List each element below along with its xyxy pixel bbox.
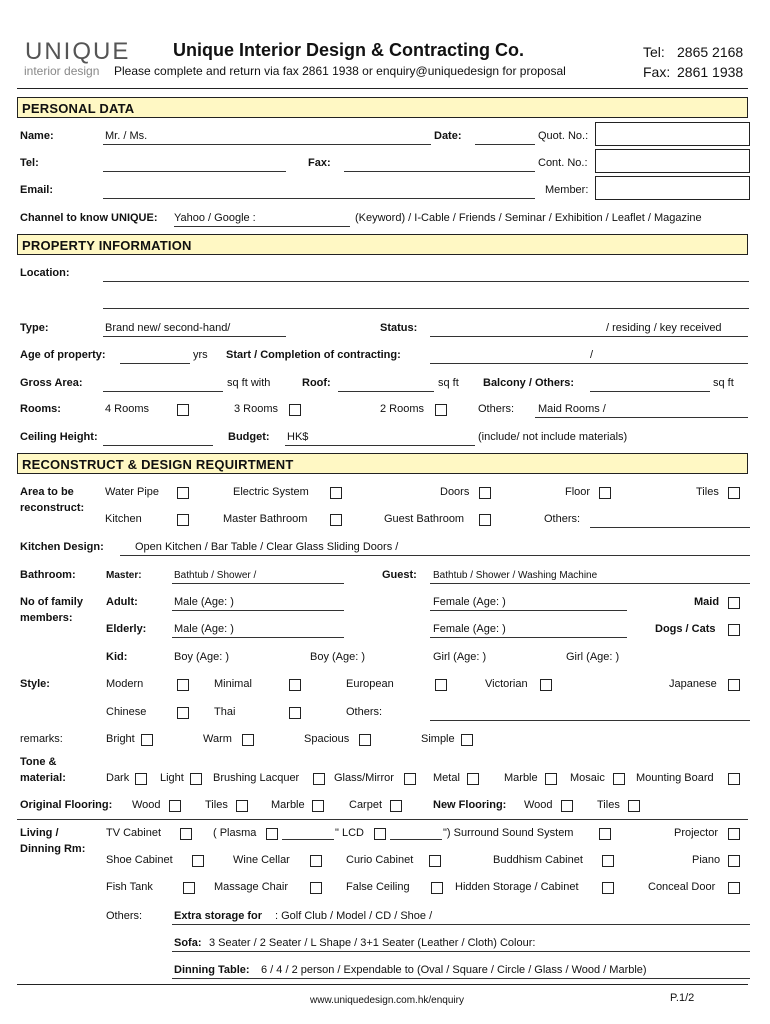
email-label: Email: [20, 184, 54, 196]
kid-label: Kid: [106, 651, 128, 663]
conceal-door-checkbox[interactable] [728, 882, 740, 894]
status-field[interactable] [430, 336, 748, 337]
cont-label: Cont. No.: [538, 157, 588, 169]
water-pipe-label: Water Pipe [105, 486, 160, 498]
electric-label: Electric System [233, 486, 309, 498]
rooms-2-label: 2 Rooms [380, 403, 425, 415]
channel-keyword-field[interactable] [174, 226, 350, 227]
dinning-table-options: 6 / 4 / 2 person / Expendable to (Oval / Square / Circle / Glass / Wood / Marble) [261, 964, 647, 976]
dark-label: Dark [106, 772, 130, 784]
bright-checkbox[interactable] [141, 734, 153, 746]
property-info-heading: PROPERTY INFORMATION [17, 234, 748, 255]
roof-sqft-label: sq ft [438, 377, 459, 389]
orig-carpet-checkbox[interactable] [390, 800, 402, 812]
victorian-checkbox[interactable] [540, 679, 552, 691]
logo-subtitle: interior design [24, 64, 100, 78]
dogs-cats-checkbox[interactable] [728, 624, 740, 636]
minimal-label: Minimal [214, 678, 252, 690]
living-label-2: Dinning Rm: [20, 843, 86, 855]
yrs-label: yrs [193, 349, 208, 361]
spacious-label: Spacious [304, 733, 350, 745]
curio-cabinet-label: Curio Cabinet [346, 854, 414, 866]
tv-cabinet-label: TV Cabinet [106, 827, 162, 839]
location-field-1[interactable] [103, 281, 749, 282]
start-completion-slash: / [590, 349, 594, 361]
kitchen-checkbox[interactable] [177, 514, 189, 526]
channel-search: Yahoo / Google : [174, 212, 256, 224]
surround-checkbox[interactable] [599, 828, 611, 840]
member-box[interactable] [595, 176, 750, 200]
piano-label: Piano [692, 854, 721, 866]
style-others-label: Others: [346, 706, 383, 718]
massage-chair-label: Massage Chair [214, 881, 288, 893]
tel-label: Tel: [643, 44, 665, 60]
style-label: Style: [20, 678, 50, 690]
original-flooring-label: Original Flooring: [20, 799, 113, 811]
warm-checkbox[interactable] [242, 734, 254, 746]
orig-wood-label: Wood [132, 799, 161, 811]
living-label-1: Living / [20, 827, 59, 839]
type-field[interactable] [103, 336, 286, 337]
master-bathroom-field[interactable] [172, 583, 344, 584]
age-label: Age of property: [20, 349, 106, 361]
tiles-checkbox[interactable] [728, 487, 740, 499]
maid-checkbox[interactable] [728, 597, 740, 609]
kitchen-design-options: Open Kitchen / Bar Table / Clear Glass Sliding Doors / [135, 541, 399, 553]
plasma-label: ( Plasma [213, 827, 257, 839]
master-bath-checkbox[interactable] [330, 514, 342, 526]
wine-cellar-checkbox[interactable] [310, 855, 322, 867]
spacious-checkbox[interactable] [359, 734, 371, 746]
hidden-storage-label: Hidden Storage / Cabinet [455, 881, 579, 893]
sofa-field[interactable] [172, 951, 750, 952]
age-field[interactable] [120, 363, 190, 364]
balcony-sqft-label: sq ft [713, 377, 734, 389]
name-prefix: Mr. / Ms. [105, 130, 148, 142]
date-field[interactable] [475, 144, 535, 145]
kitchen-label: Kitchen [105, 513, 142, 525]
channel-label: Channel to know UNIQUE: [20, 212, 158, 224]
maid-rooms-label: Maid Rooms / [538, 403, 606, 415]
thai-label: Thai [214, 706, 236, 718]
wine-cellar-label: Wine Cellar [233, 854, 290, 866]
elderly-female-field[interactable] [430, 637, 627, 638]
light-label: Light [160, 772, 184, 784]
dogs-cats-label: Dogs / Cats [655, 623, 716, 635]
date-label: Date: [434, 130, 462, 142]
doors-label: Doors [440, 486, 470, 498]
roof-label: Roof: [302, 377, 331, 389]
guest-bathroom-field[interactable] [430, 583, 750, 584]
dinning-table-field[interactable] [172, 978, 750, 979]
new-flooring-label: New Flooring: [433, 799, 507, 811]
channel-options: (Keyword) / I-Cable / Friends / Seminar / Exhibition / Leaflet / Magazine [355, 212, 702, 224]
metal-checkbox[interactable] [467, 773, 479, 785]
european-label: European [346, 678, 394, 690]
start-completion-label: Start / Completion of contracting: [226, 349, 401, 361]
name-field[interactable] [103, 144, 431, 145]
orig-marble-label: Marble [271, 799, 305, 811]
shoe-cabinet-checkbox[interactable] [192, 855, 204, 867]
rooms-4-checkbox[interactable] [177, 404, 189, 416]
lcd-size-field[interactable] [390, 839, 442, 840]
footer-rule [17, 984, 748, 985]
curio-cabinet-checkbox[interactable] [429, 855, 441, 867]
kid-boy-age-2: Boy (Age: ) [310, 651, 366, 663]
living-others-label: Others: [106, 910, 143, 922]
fish-tank-checkbox[interactable] [183, 882, 195, 894]
name-label: Name: [20, 130, 54, 142]
adult-label: Adult: [106, 596, 138, 608]
fish-tank-label: Fish Tank [106, 881, 153, 893]
budget-include-note: (include/ not include materials) [478, 431, 628, 443]
master-bathroom-options: Bathtub / Shower / [174, 570, 257, 581]
lcd-checkbox[interactable] [374, 828, 386, 840]
balcony-label: Balcony / Others: [483, 377, 575, 389]
family-label-2: members: [20, 612, 73, 624]
rooms-label: Rooms: [20, 403, 61, 415]
header-rule [17, 88, 748, 89]
massage-chair-checkbox[interactable] [310, 882, 322, 894]
modern-label: Modern [106, 678, 144, 690]
dark-checkbox[interactable] [135, 773, 147, 785]
floor-label: Floor [565, 486, 591, 498]
gross-area-label: Gross Area: [20, 377, 83, 389]
bathroom-label: Bathroom: [20, 569, 76, 581]
fax-field[interactable] [344, 171, 535, 172]
tone-label-1: Tone & [20, 756, 57, 768]
rooms-3-checkbox[interactable] [289, 404, 301, 416]
area-others-label: Others: [544, 513, 581, 525]
guest-bathroom-label: Guest: [382, 569, 417, 581]
kitchen-design-field[interactable] [120, 555, 750, 556]
adult-female-field[interactable] [430, 610, 627, 611]
kid-boy-age-1: Boy (Age: ) [174, 651, 230, 663]
rooms-4-label: 4 Rooms [105, 403, 150, 415]
sqft-with-label: sq ft with [227, 377, 271, 389]
chinese-checkbox[interactable] [177, 707, 189, 719]
remarks-label: remarks: [20, 733, 63, 745]
orig-tiles-checkbox[interactable] [236, 800, 248, 812]
light-checkbox[interactable] [190, 773, 202, 785]
simple-checkbox[interactable] [461, 734, 473, 746]
lcd-label: " LCD [335, 827, 364, 839]
orig-carpet-label: Carpet [349, 799, 383, 811]
rooms-2-checkbox[interactable] [435, 404, 447, 416]
gross-area-field[interactable] [103, 391, 223, 392]
sofa-label: Sofa: [174, 937, 202, 949]
kitchen-design-label: Kitchen Design: [20, 541, 104, 553]
bright-label: Bright [106, 733, 135, 745]
victorian-label: Victorian [485, 678, 528, 690]
orig-wood-checkbox[interactable] [169, 800, 181, 812]
company-fax: 2861 1938 [677, 64, 744, 80]
ceiling-height-field[interactable] [103, 445, 213, 446]
glass-label: Glass/Mirror [334, 772, 394, 784]
member-label: Member: [545, 184, 589, 196]
hidden-storage-checkbox[interactable] [602, 882, 614, 894]
electric-checkbox[interactable] [330, 487, 342, 499]
logo-text: UNIQUE [25, 38, 131, 65]
metal-label: Metal [433, 772, 460, 784]
marble-checkbox[interactable] [545, 773, 557, 785]
budget-currency: HK$ [287, 431, 309, 443]
simple-label: Simple [421, 733, 455, 745]
marble-label: Marble [504, 772, 538, 784]
footer-url: www.uniquedesign.com.hk/enquiry [310, 995, 464, 1006]
guest-bathroom-options: Bathtub / Shower / Washing Machine [433, 570, 598, 581]
orig-tiles-label: Tiles [205, 799, 228, 811]
adult-female-age: Female (Age: ) [433, 596, 506, 608]
new-tiles-checkbox[interactable] [628, 800, 640, 812]
fax-label: Fax: [643, 64, 671, 80]
brushing-label: Brushing Lacquer [213, 772, 300, 784]
conceal-door-label: Conceal Door [648, 881, 716, 893]
rooms-3-label: 3 Rooms [234, 403, 279, 415]
tv-cabinet-checkbox[interactable] [180, 828, 192, 840]
rooms-others-field[interactable] [535, 417, 748, 418]
modern-checkbox[interactable] [177, 679, 189, 691]
mounting-label: Mounting Board [636, 772, 714, 784]
extra-storage-field[interactable] [172, 924, 750, 925]
tel-label-field: Tel: [20, 157, 39, 169]
email-field[interactable] [103, 198, 535, 199]
new-tiles-label: Tiles [597, 799, 620, 811]
style-others-field[interactable] [430, 720, 750, 721]
glass-checkbox[interactable] [404, 773, 416, 785]
location-field-2[interactable] [103, 308, 749, 309]
orig-marble-checkbox[interactable] [312, 800, 324, 812]
false-ceiling-label: False Ceiling [346, 881, 410, 893]
master-bath-label: Master Bathroom [223, 513, 308, 525]
plasma-checkbox[interactable] [266, 828, 278, 840]
family-label-1: No of family [20, 596, 83, 608]
false-ceiling-checkbox[interactable] [431, 882, 443, 894]
instructions: Please complete and return via fax 2861 1938 or enquiry@uniquedesign for proposal [114, 64, 566, 78]
area-label-1: Area to be [20, 486, 74, 498]
guest-bath-label: Guest Bathroom [384, 513, 465, 525]
mosaic-label: Mosaic [570, 772, 605, 784]
buddhism-cabinet-label: Buddhism Cabinet [493, 854, 583, 866]
buddhism-cabinet-checkbox[interactable] [602, 855, 614, 867]
roof-field[interactable] [338, 391, 434, 392]
tone-label-2: material: [20, 772, 66, 784]
new-wood-checkbox[interactable] [561, 800, 573, 812]
chinese-label: Chinese [106, 706, 147, 718]
extra-storage-options: : Golf Club / Model / CD / Shoe / [275, 910, 433, 922]
water-pipe-checkbox[interactable] [177, 487, 189, 499]
fax-label-field: Fax: [308, 157, 331, 169]
section-divider [17, 819, 748, 820]
kid-girl-age-1: Girl (Age: ) [433, 651, 487, 663]
piano-checkbox[interactable] [728, 855, 740, 867]
floor-checkbox[interactable] [599, 487, 611, 499]
shoe-cabinet-label: Shoe Cabinet [106, 854, 173, 866]
quot-no-box[interactable] [595, 122, 750, 146]
mounting-checkbox[interactable] [728, 773, 740, 785]
type-options: Brand new/ second-hand/ [105, 322, 231, 334]
minimal-checkbox[interactable] [289, 679, 301, 691]
balcony-field[interactable] [590, 391, 710, 392]
company-name: Unique Interior Design & Contracting Co. [173, 40, 525, 60]
mosaic-checkbox[interactable] [613, 773, 625, 785]
start-completion-field[interactable] [430, 363, 748, 364]
maid-label: Maid [694, 596, 720, 608]
extra-storage-label: Extra storage for [174, 910, 263, 922]
guest-bath-checkbox[interactable] [479, 514, 491, 526]
european-checkbox[interactable] [435, 679, 447, 691]
elderly-label: Elderly: [106, 623, 147, 635]
projector-checkbox[interactable] [728, 828, 740, 840]
cont-no-box[interactable] [595, 149, 750, 173]
adult-male-field[interactable] [172, 610, 344, 611]
reconstruct-heading: RECONSTRUCT & DESIGN REQUIRTMENT [17, 453, 748, 474]
warm-label: Warm [203, 733, 232, 745]
tiles-label: Tiles [696, 486, 719, 498]
thai-checkbox[interactable] [289, 707, 301, 719]
plasma-size-field[interactable] [282, 839, 334, 840]
surround-label: ") Surround Sound System [443, 827, 574, 839]
tel-field[interactable] [103, 171, 286, 172]
location-label: Location: [20, 267, 70, 279]
ceiling-height-label: Ceiling Height: [20, 431, 98, 443]
area-label-2: reconstruct: [20, 502, 85, 514]
status-label: Status: [380, 322, 418, 334]
page-number: P.1/2 [670, 992, 695, 1004]
projector-label: Projector [674, 827, 719, 839]
elderly-female-age: Female (Age: ) [433, 623, 506, 635]
type-label: Type: [20, 322, 49, 334]
company-tel: 2865 2168 [677, 44, 744, 60]
japanese-label: Japanese [669, 678, 717, 690]
elderly-male-field[interactable] [172, 637, 344, 638]
elderly-male-age: Male (Age: ) [174, 623, 234, 635]
doors-checkbox[interactable] [479, 487, 491, 499]
sofa-options: 3 Seater / 2 Seater / L Shape / 3+1 Seater (Leather / Cloth) Colour: [209, 937, 536, 949]
kid-girl-age-2: Girl (Age: ) [566, 651, 620, 663]
budget-label: Budget: [228, 431, 270, 443]
japanese-checkbox[interactable] [728, 679, 740, 691]
budget-field[interactable] [285, 445, 475, 446]
dinning-table-label: Dinning Table: [174, 964, 250, 976]
adult-male-age: Male (Age: ) [174, 596, 234, 608]
area-others-field[interactable] [590, 527, 750, 528]
brushing-checkbox[interactable] [313, 773, 325, 785]
new-wood-label: Wood [524, 799, 553, 811]
quot-label: Quot. No.: [538, 130, 589, 142]
personal-data-heading: PERSONAL DATA [17, 97, 748, 118]
status-options: / residing / key received [606, 322, 722, 334]
master-bathroom-label: Master: [106, 570, 142, 581]
rooms-others-label: Others: [478, 403, 515, 415]
